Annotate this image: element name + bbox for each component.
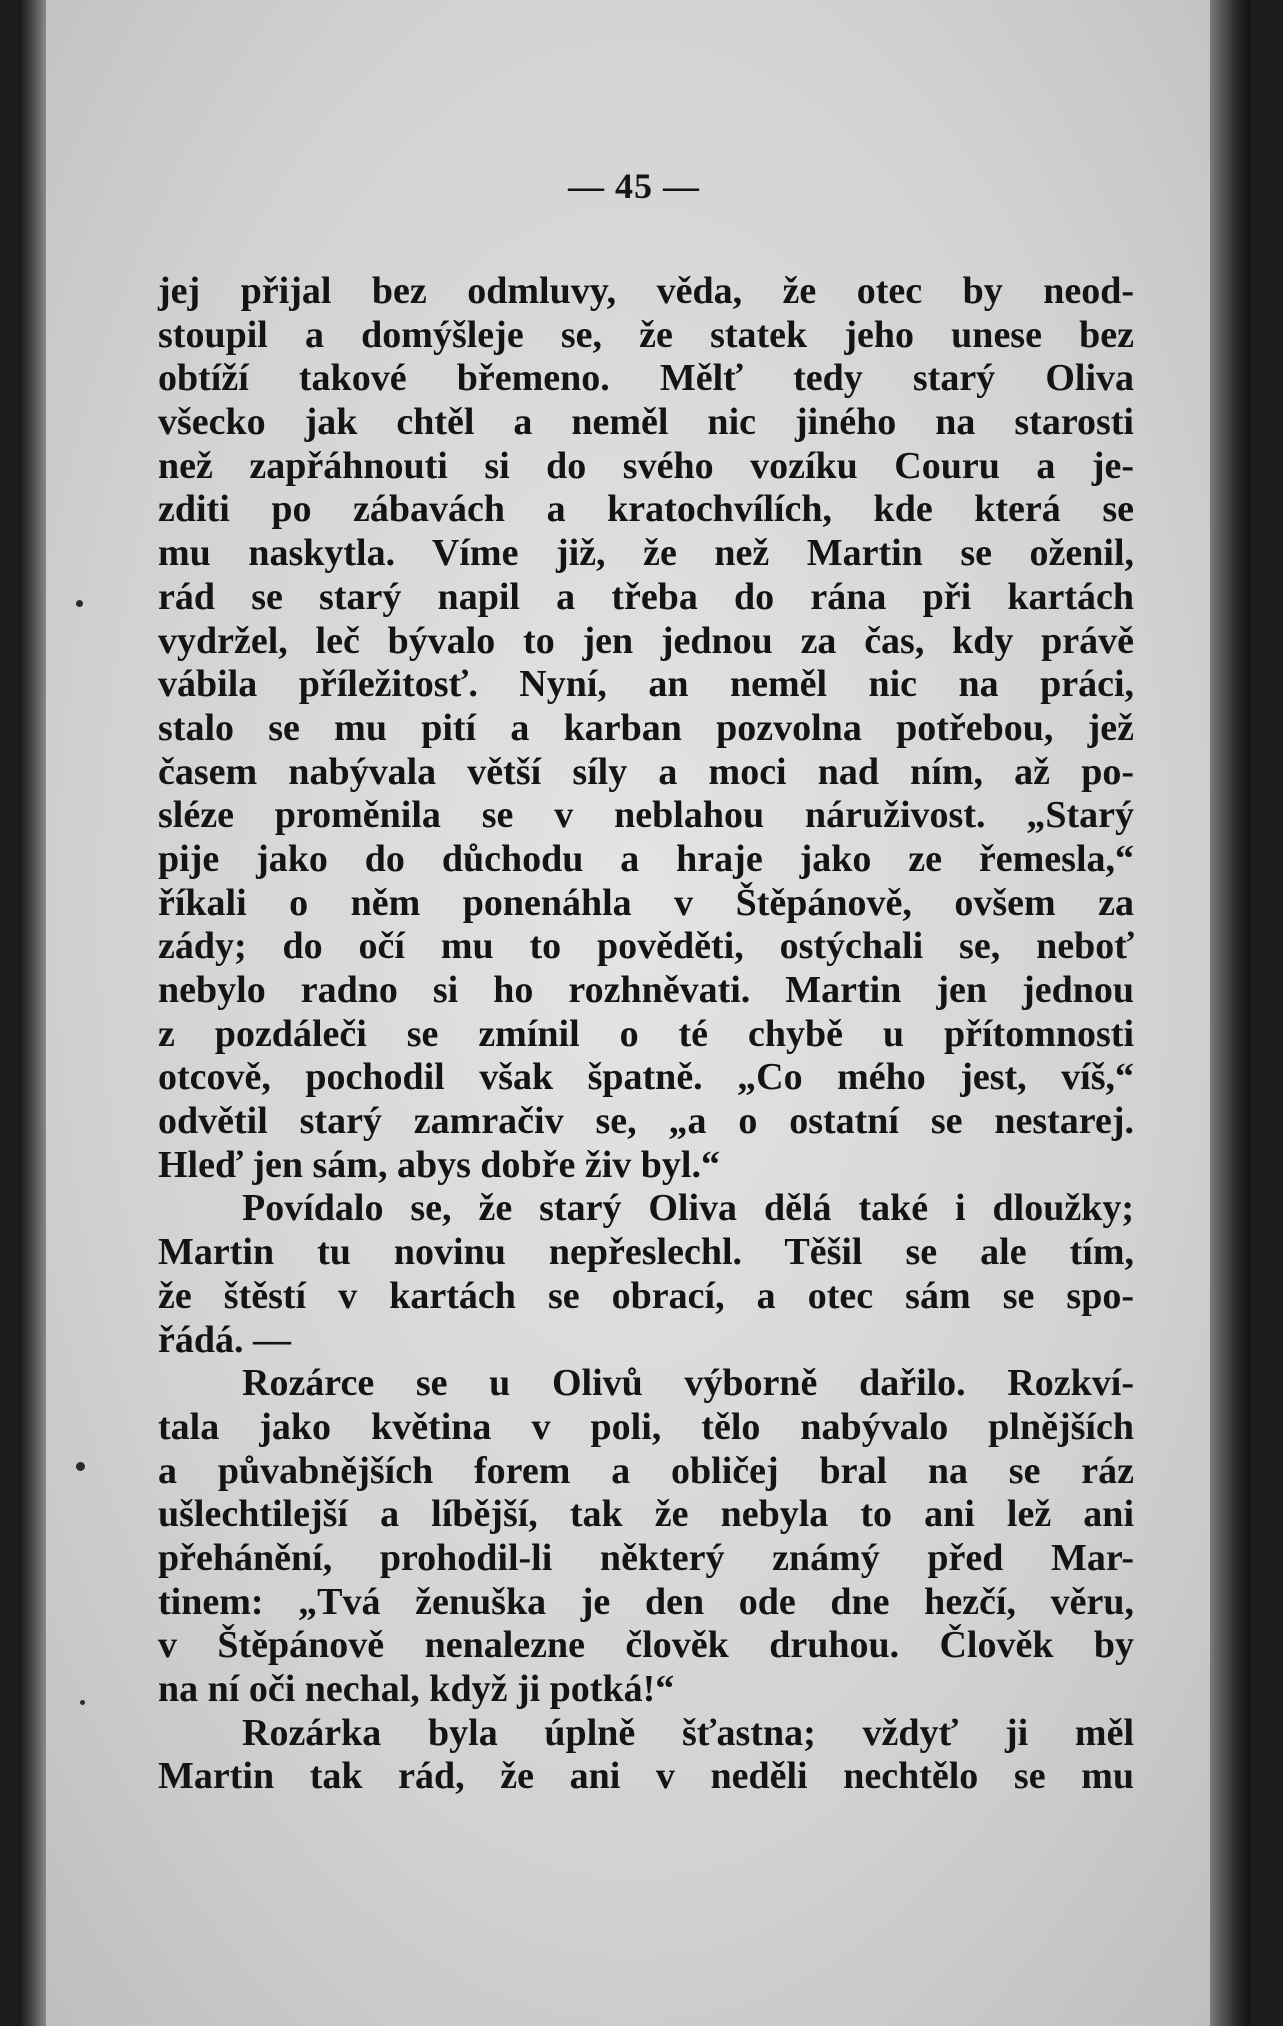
text-line: řádá. — — [158, 1318, 291, 1361]
text-line: otcově, pochodil však špatně. „Co mého jest, víš,“ — [158, 1056, 1134, 1099]
text-line: a půvabnějších forem a obličej bral na se ráz — [158, 1449, 1134, 1492]
text-line: jej přijal bez odmluvy, věda, že otec by neod- — [158, 270, 1134, 312]
text-line: tinem: „Tvá ženuška je den ode dne hezčí, věru, — [158, 1580, 1134, 1623]
text-line: že štěstí v kartách se obrací, a otec sám se spo- — [158, 1274, 1134, 1317]
text-line: sléze proměnila se v neblahou náruživost. „Starý — [158, 794, 1134, 837]
text-line: na ní oči nechal, když ji potká!“ — [158, 1668, 675, 1710]
ink-speck — [76, 1462, 85, 1471]
text-line: obtíží takové břemeno. Mělť tedy starý Oliva — [158, 357, 1134, 400]
text-line: Rozárka byla úplně šťastna; vždyť ji měl — [242, 1711, 1134, 1754]
text-line: v Štěpánově nenalezne člověk druhou. Člověk by — [158, 1624, 1134, 1667]
text-line: mu naskytla. Víme již, že než Martin se oženil, — [158, 532, 1134, 575]
ink-speck — [76, 600, 83, 607]
text-line: rád se starý napil a třeba do rána při kartách — [158, 575, 1134, 618]
text-line: odvětil starý zamračiv se, „a o ostatní se nestarej. — [158, 1100, 1134, 1143]
text-line: říkali o něm ponenáhla v Štěpánově, ovšem za — [158, 881, 1134, 924]
text-line: časem nabývala větší síly a moci nad ním, až po- — [158, 750, 1134, 793]
text-line: nebylo radno si ho rozhněvati. Martin jen jednou — [158, 969, 1134, 1011]
text-line: všecko jak chtěl a neměl nic jiného na starosti — [158, 401, 1134, 444]
body-text — [158, 270, 1134, 1799]
text-line: tala jako květina v poli, tělo nabývalo plnějších — [158, 1405, 1134, 1448]
text-line: pije jako do důchodu a hraje jako ze řemesla,“ — [158, 837, 1134, 880]
text-line: ušlechtilejší a líbější, tak že nebyla to ani lež ani — [158, 1493, 1134, 1536]
text-line: přehánění, prohodil-li některý známý před Mar- — [158, 1536, 1134, 1579]
text-line: Martin tu novinu nepřeslechl. Těšil se ale tím, — [158, 1231, 1134, 1274]
text-line: stoupil a domýšleje se, že statek jeho unese bez — [158, 313, 1134, 356]
page-number: — 45 — — [568, 166, 700, 206]
book-page — [18, 0, 1250, 2026]
text-line: stalo se mu pití a karban pozvolna potřebou, jež — [158, 706, 1134, 749]
page-outer-edge — [1210, 0, 1250, 2026]
text-line: než zapřáhnouti si do svého vozíku Couru a je- — [158, 444, 1134, 487]
text-line: zditi po zábavách a kratochvílích, kde která se — [158, 488, 1134, 531]
page-binding-edge — [18, 0, 46, 2026]
text-line: Martin tak rád, že ani v neděli nechtělo se mu — [158, 1755, 1134, 1798]
text-line: Rozárce se u Olivů výborně dařilo. Rozkví- — [242, 1362, 1134, 1405]
ink-speck — [80, 1700, 85, 1705]
text-line: vábila příležitosť. Nyní, an neměl nic na práci, — [158, 663, 1134, 706]
text-line: Povídalo se, že starý Oliva dělá také i dloužky; — [242, 1187, 1134, 1230]
text-line: Hleď jen sám, abys dobře živ byl.“ — [158, 1143, 720, 1186]
text-line: z pozdáleči se zmínil o té chybě u přítomnosti — [158, 1012, 1134, 1055]
text-line: zády; do očí mu to pověděti, ostýchali se, neboť — [158, 925, 1134, 968]
text-line: vydržel, leč bývalo to jen jednou za čas, kdy právě — [158, 619, 1134, 662]
